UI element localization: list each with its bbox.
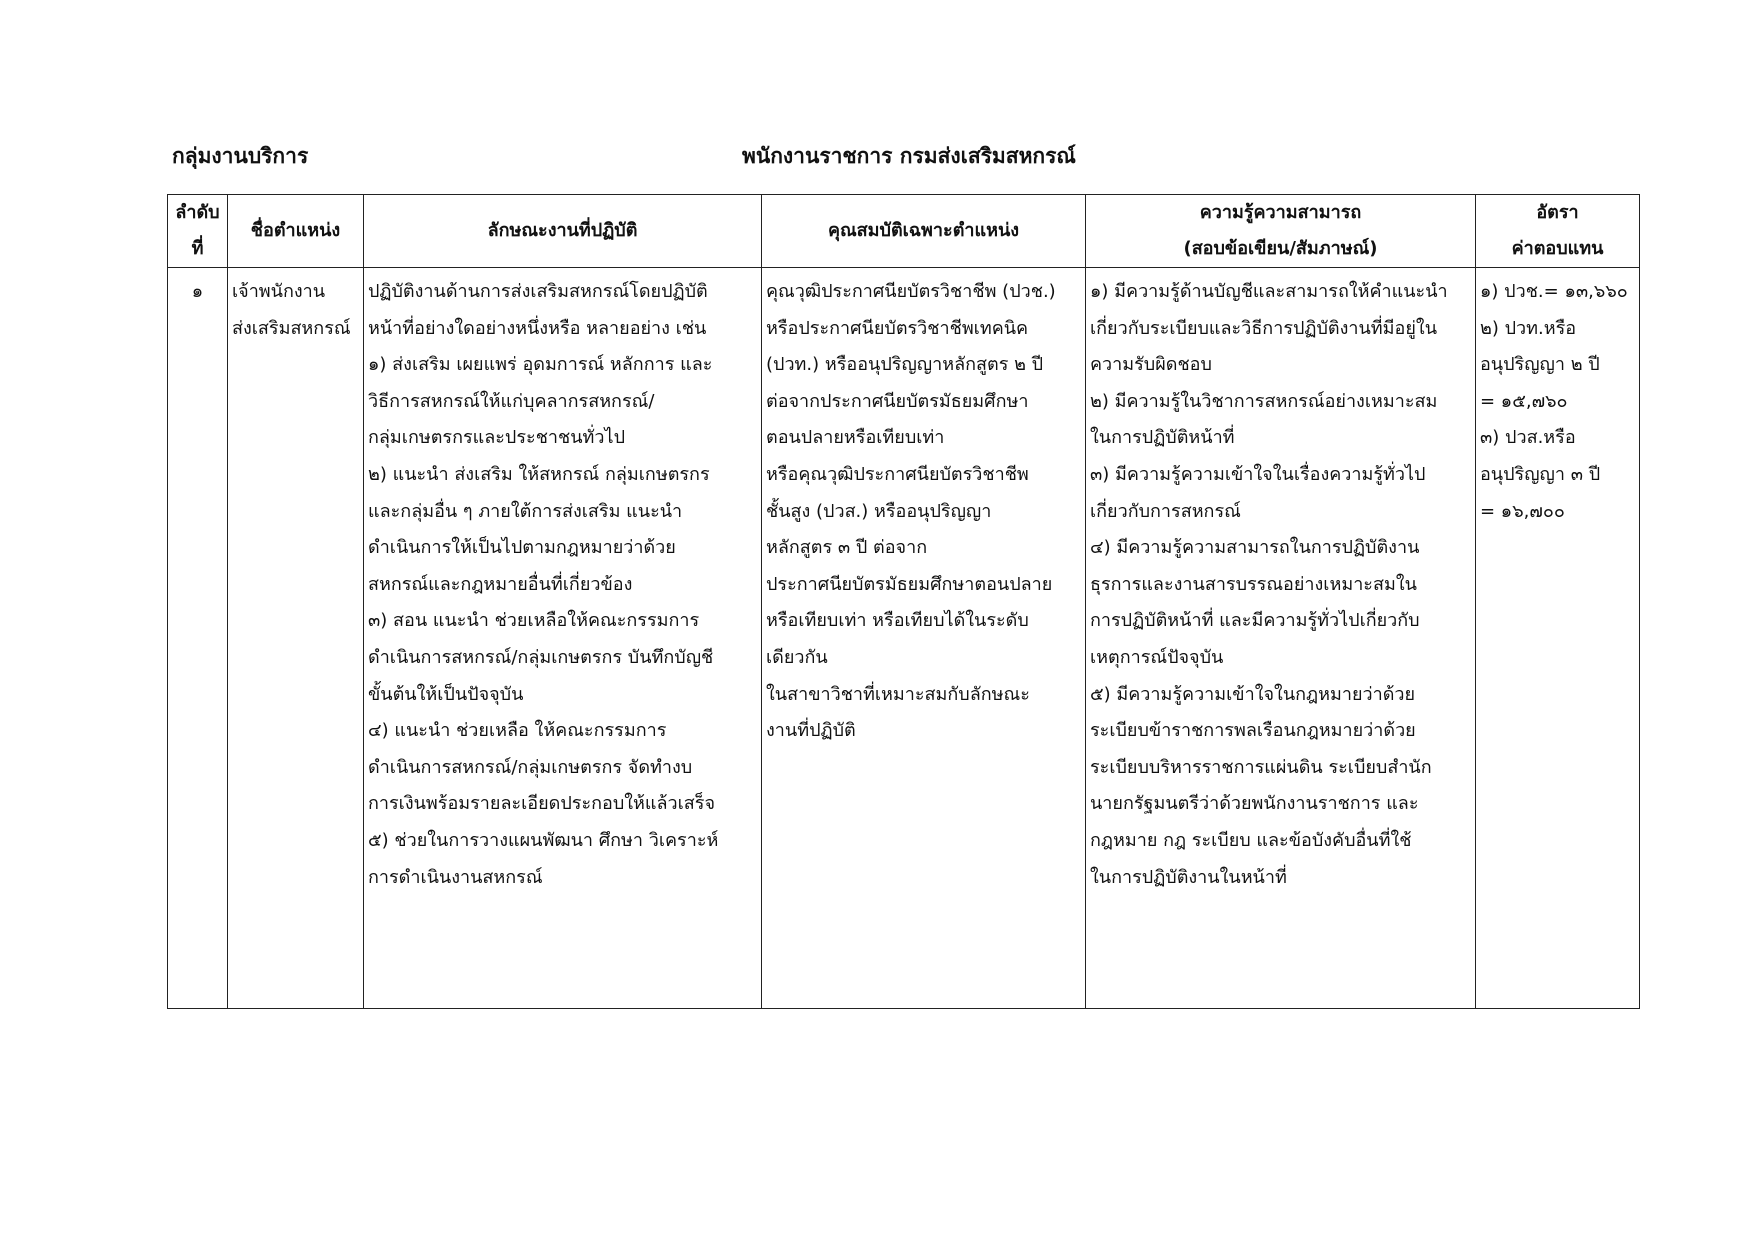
- positions-table: [167, 194, 1640, 1009]
- qualifications-line: ตอนปลายหรือเทียบเท่า: [766, 427, 945, 449]
- qualifications-line: ชั้นสูง (ปวส.) หรืออนุปริญญา: [766, 500, 992, 522]
- rate-line: = ๑๕,๗๖๐: [1480, 390, 1568, 412]
- knowledge-line: ระเบียบข้าราชการพลเรือนกฎหมายว่าด้วย: [1090, 720, 1416, 742]
- rate-line: อนุปริญญา ๓ ปี: [1480, 463, 1601, 485]
- qualifications-line: หรือเทียบเท่า หรือเทียบได้ในระดับ: [766, 610, 1029, 632]
- col-header-duties: ลักษณะงานที่ปฏิบัติ: [364, 195, 762, 268]
- knowledge-line: ๑) มีความรู้ด้านบัญชีและสามารถให้คำแนะนำ: [1090, 281, 1448, 302]
- knowledge-line: เกี่ยวกับระเบียบและวิธีการปฏิบัติงานที่มีอยู่ใน: [1090, 317, 1437, 339]
- duties-line: การเงินพร้อมรายละเอียดประกอบให้แล้วเสร็จ: [368, 793, 715, 815]
- qualifications-line: เดียวกัน: [766, 646, 828, 668]
- duties-line: วิธีการสหกรณ์ให้แก่บุคลากรสหกรณ์/: [368, 390, 655, 412]
- cell-qualifications: [762, 268, 1086, 1009]
- table-row: [168, 268, 1640, 1009]
- qualifications-line: งานที่ปฏิบัติ: [766, 720, 856, 742]
- duties-line: หน้าที่อย่างใดอย่างหนึ่งหรือ หลายอย่าง เช่น: [368, 317, 707, 339]
- knowledge-line: ๔) มีความรู้ความสามารถในการปฏิบัติงาน: [1090, 537, 1420, 559]
- duties-line: ๕) ช่วยในการวางแผนพัฒนา ศึกษา วิเคราะห์: [368, 829, 719, 851]
- col-header-knowledge-line1: ความรู้ความสามารถ: [1199, 202, 1362, 223]
- knowledge-line: เกี่ยวกับการสหกรณ์: [1090, 500, 1241, 522]
- knowledge-line: นายกรัฐมนตรีว่าด้วยพนักงานราชการ และ: [1090, 793, 1419, 815]
- duties-line: และกลุ่มอื่น ๆ ภายใต้การส่งเสริม แนะนำ: [368, 500, 683, 522]
- qualifications-line: หรือประกาศนียบัตรวิชาชีพเทคนิค: [766, 317, 1029, 339]
- knowledge-line: กฎหมาย กฎ ระเบียบ และข้อบังคับอื่นที่ใช้: [1090, 829, 1412, 851]
- knowledge-line: ในการปฏิบัติหน้าที่: [1090, 427, 1235, 449]
- col-header-knowledge: [1086, 195, 1476, 268]
- rate-line: อนุปริญญา ๒ ปี: [1480, 354, 1600, 376]
- knowledge-line: เหตุการณ์ปัจจุบัน: [1090, 646, 1224, 668]
- duties-line: กลุ่มเกษตรกรและประชาชนทั่วไป: [368, 427, 625, 449]
- cell-rate: [1476, 268, 1640, 1009]
- col-header-qualifications: คุณสมบัติเฉพาะตำแหน่ง: [762, 195, 1086, 268]
- col-header-rate-line2: ค่าตอบแทน: [1511, 238, 1604, 259]
- qualifications-line: ประกาศนียบัตรมัธยมศึกษาตอนปลาย: [766, 573, 1053, 595]
- qualifications-line: ต่อจากประกาศนียบัตรมัธยมศึกษา: [766, 390, 1029, 412]
- knowledge-line: ธุรการและงานสารบรรณอย่างเหมาะสมใน: [1090, 573, 1417, 595]
- duties-line: ๒) แนะนำ ส่งเสริม ให้สหกรณ์ กลุ่มเกษตรกร: [368, 463, 710, 485]
- rate-line: = ๑๖,๗๐๐: [1480, 500, 1565, 522]
- rate-line: ๓) ปวส.หรือ: [1480, 427, 1576, 449]
- knowledge-line: ๓) มีความรู้ความเข้าใจในเรื่องความรู้ทั่วไป: [1090, 463, 1426, 485]
- knowledge-line: ระเบียบบริหารราชการแผ่นดิน ระเบียบสำนัก: [1090, 756, 1432, 778]
- col-header-position: ชื่อตำแหน่ง: [228, 195, 364, 268]
- qualifications-line: หลักสูตร ๓ ปี ต่อจาก: [766, 537, 928, 559]
- rate-line: ๑) ปวช.= ๑๓,๖๖๐: [1480, 281, 1628, 302]
- duties-line: ดำเนินการสหกรณ์/กลุ่มเกษตรกร จัดทำงบ: [368, 756, 693, 778]
- col-header-seq-line2: ที่: [191, 238, 204, 259]
- col-header-seq-line1: ลำดับ: [175, 202, 220, 223]
- knowledge-line: ๒) มีความรู้ในวิชาการสหกรณ์อย่างเหมาะสม: [1090, 390, 1438, 412]
- col-header-rate-line1: อัตรา: [1536, 202, 1579, 223]
- knowledge-line: การปฏิบัติหน้าที่ และมีความรู้ทั่วไปเกี่ยวกับ: [1090, 610, 1420, 632]
- qualifications-line: คุณวุฒิประกาศนียบัตรวิชาชีพ (ปวช.): [766, 281, 1056, 302]
- qualifications-line: ในสาขาวิชาที่เหมาะสมกับลักษณะ: [766, 683, 1030, 705]
- duties-line: ดำเนินการให้เป็นไปตามกฎหมายว่าด้วย: [368, 537, 676, 559]
- seq-value: ๑: [191, 281, 204, 302]
- knowledge-line: ในการปฏิบัติงานในหน้าที่: [1090, 866, 1287, 888]
- qualifications-line: หรือคุณวุฒิประกาศนียบัตรวิชาชีพ: [766, 463, 1029, 485]
- knowledge-line: ๕) มีความรู้ความเข้าใจในกฎหมายว่าด้วย: [1090, 683, 1416, 705]
- cell-seq: [168, 268, 228, 1009]
- duties-line: สหกรณ์และกฎหมายอื่นที่เกี่ยวข้อง: [368, 573, 633, 595]
- duties-line: ๑) ส่งเสริม เผยแพร่ อุดมการณ์ หลักการ และ: [368, 354, 713, 376]
- qualifications-line: (ปวท.) หรืออนุปริญญาหลักสูตร ๒ ปี: [766, 354, 1044, 376]
- cell-knowledge: [1086, 268, 1476, 1009]
- duties-line: ปฏิบัติงานด้านการส่งเสริมสหกรณ์โดยปฏิบัติ: [368, 281, 708, 302]
- col-header-seq: [168, 195, 228, 268]
- group-name: กลุ่มงานบริการ: [172, 144, 309, 168]
- duties-line: ขั้นต้นให้เป็นปัจจุบัน: [368, 683, 524, 705]
- duties-line: ๔) แนะนำ ช่วยเหลือ ให้คณะกรรมการ: [368, 720, 667, 742]
- rate-line: ๒) ปวท.หรือ: [1480, 317, 1577, 339]
- cell-duties: [364, 268, 762, 1009]
- position-line: ส่งเสริมสหกรณ์: [232, 317, 351, 339]
- table-header-row: [168, 195, 1640, 268]
- cell-position: [228, 268, 364, 1009]
- col-header-rate: [1476, 195, 1640, 268]
- document-title: พนักงานราชการ กรมส่งเสริมสหกรณ์: [742, 144, 1076, 168]
- duties-line: การดำเนินงานสหกรณ์: [368, 866, 543, 888]
- col-header-knowledge-line2: (สอบข้อเขียน/สัมภาษณ์): [1183, 238, 1378, 259]
- knowledge-line: ความรับผิดชอบ: [1090, 354, 1212, 376]
- position-line: เจ้าพนักงาน: [232, 281, 326, 302]
- duties-line: ดำเนินการสหกรณ์/กลุ่มเกษตรกร บันทึกบัญชี: [368, 646, 714, 668]
- duties-line: ๓) สอน แนะนำ ช่วยเหลือให้คณะกรรมการ: [368, 610, 700, 632]
